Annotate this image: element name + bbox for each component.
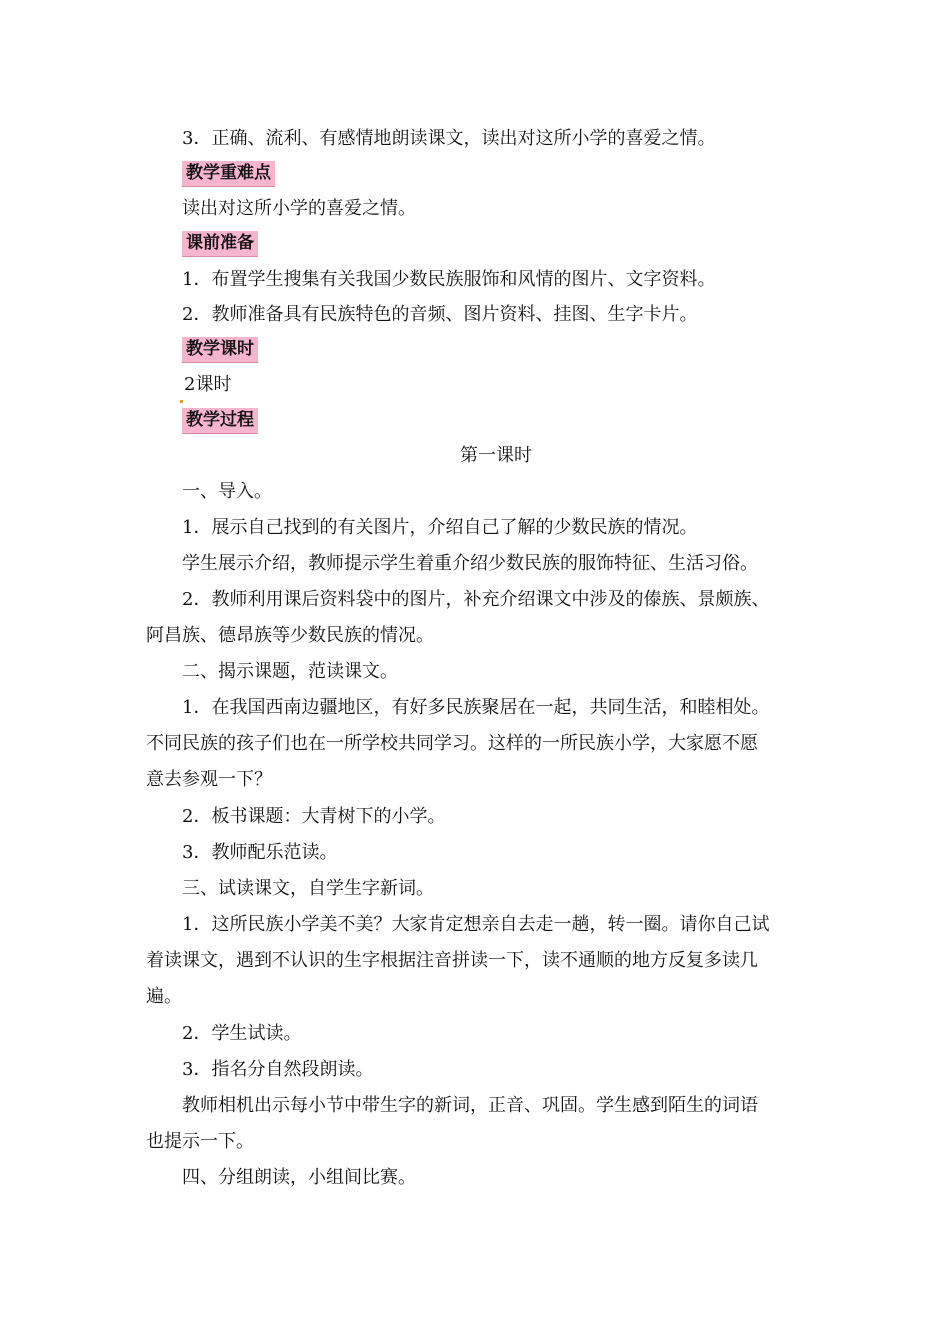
part-1-item-2-line-1: 2．教师利用课后资料袋中的图片，补充介绍课文中涉及的傣族、景颇族、 [182, 589, 770, 610]
part-3-note-line-1: 教师相机出示每小节中带生字的新词，正音、巩固。学生感到陌生的词语 [182, 1095, 758, 1116]
prep-item-2: 2．教师准备具有民族特色的音频、图片资料、挂图、生字卡片。 [182, 304, 698, 325]
heading-preparation: 课前准备 [182, 231, 258, 257]
part-2-item-3: 3．教师配乐范读。 [182, 842, 338, 863]
part-2-item-2: 2．板书课题：大青树下的小学。 [182, 806, 446, 827]
part-3-title: 三、试读课文，自学生字新词。 [182, 878, 434, 899]
part-4-title: 四、分组朗读，小组间比赛。 [182, 1167, 416, 1188]
heading-class-hours: 教学课时 [182, 337, 258, 363]
part-3-item-3: 3．指名分自然段朗读。 [182, 1059, 374, 1080]
heading-key-difficulty: 教学重难点 [182, 161, 275, 187]
part-2-item-1-line-2: 不同民族的孩子们也在一所学校共同学习。这样的一所民族小学，大家愿不愿 [146, 733, 758, 754]
edit-mark [180, 400, 183, 403]
section-title: 第一课时 [460, 445, 532, 466]
part-3-item-1-line-2: 着读课文，遇到不认识的生字根据注音拼读一下，读不通顺的地方反复多读几 [146, 950, 758, 971]
heading-process: 教学过程 [182, 408, 258, 434]
part-3-item-1-line-1: 1．这所民族小学美不美？大家肯定想亲自去走一趟，转一圈。请你自己试 [182, 914, 770, 935]
key-difficulty-text: 读出对这所小学的喜爱之情。 [182, 198, 416, 219]
part-1-item-1: 1．展示自己找到的有关图片，介绍自己了解的少数民族的情况。 [182, 517, 698, 538]
part-2-item-1-line-1: 1．在我国西南边疆地区，有好多民族聚居在一起，共同生活，和睦相处。 [182, 697, 770, 718]
part-3-item-1-line-3: 遍。 [146, 986, 182, 1007]
goal-item-3: 3．正确、流利、有感情地朗读课文，读出对这所小学的喜爱之情。 [182, 128, 716, 149]
part-2-title: 二、揭示课题，范读课文。 [182, 661, 398, 682]
part-3-item-2: 2．学生试读。 [182, 1023, 302, 1044]
prep-item-1: 1．布置学生搜集有关我国少数民族服饰和风情的图片、文字资料。 [182, 269, 716, 290]
part-3-note-line-2: 也提示一下。 [146, 1131, 254, 1152]
class-hours-text [180, 367, 808, 403]
part-1-item-2-line-2: 阿昌族、德昂族等少数民族的情况。 [146, 625, 434, 646]
part-2-item-1-line-3: 意去参观一下？ [146, 769, 272, 790]
part-1-title: 一、导入。 [182, 481, 272, 502]
class-hours-value: 2课时 [184, 374, 232, 395]
part-1-note: 学生展示介绍，教师提示学生着重介绍少数民族的服饰特征、生活习俗。 [182, 553, 758, 574]
